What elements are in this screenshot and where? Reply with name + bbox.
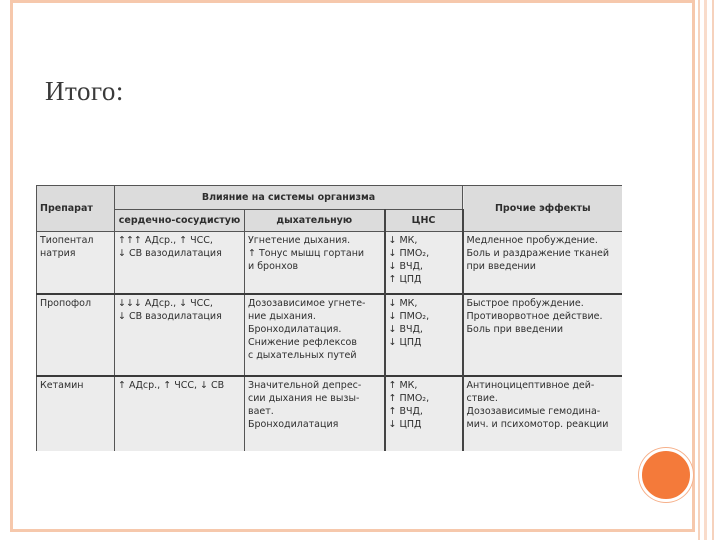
decorative-orange-circle bbox=[639, 448, 693, 502]
cell-other: Быстрое пробуждение. Противорвотное действие. Боль при введении bbox=[463, 294, 622, 376]
cell-resp: Дозозависимое угнете- ние дыхания. Бронходилатация. Снижение рефлексов с дыхательных путей bbox=[245, 294, 385, 376]
cell-cns: ↑ МК, ↑ ПМО₂, ↑ ВЧД, ↓ ЦПД bbox=[385, 376, 463, 452]
cell-drug: Тиопентал натрия bbox=[37, 232, 115, 294]
cell-resp: Значительной депрес- сии дыхания не вызы- вает. Бронходилатация bbox=[245, 376, 385, 452]
table-row bbox=[37, 376, 623, 452]
decorative-side-strip-inner bbox=[704, 0, 707, 540]
cell-other: Антиноцицептивное дей- ствие. Дозозависимые гемодина- мич. и психомотор. реакции bbox=[463, 376, 622, 452]
header-drug: Препарат bbox=[37, 186, 115, 232]
table-image bbox=[36, 185, 622, 451]
cell-cardio: ↓↓↓ АДср., ↓ ЧСС, ↓ СВ вазодилатация bbox=[115, 294, 245, 376]
cell-drug: Пропофол bbox=[37, 294, 115, 376]
slide-title: Итого: bbox=[45, 76, 124, 106]
header-other: Прочие эффекты bbox=[463, 186, 622, 232]
cell-other: Медленное пробуждение. Боль и раздражение тканей при введении bbox=[463, 232, 622, 294]
cell-cns: ↓ МК, ↓ ПМО₂, ↓ ВЧД, ↑ ЦПД bbox=[385, 232, 463, 294]
header-systems-group: Влияние на системы организма bbox=[115, 186, 463, 210]
cell-resp: Угнетение дыхания. ↑ Тонус мышц гортани и бронхов bbox=[245, 232, 385, 294]
cell-cardio: ↑ АДср., ↑ ЧСС, ↓ СВ bbox=[115, 376, 245, 452]
table-row bbox=[37, 294, 623, 376]
header-resp: дыхательную bbox=[245, 210, 385, 232]
cell-cardio: ↑↑↑ АДср., ↑ ЧСС, ↓ СВ вазодилатация bbox=[115, 232, 245, 294]
cell-drug: Кетамин bbox=[37, 376, 115, 452]
header-cns: ЦНС bbox=[385, 210, 463, 232]
cell-cns: ↓ МК, ↓ ПМО₂, ↓ ВЧД, ↓ ЦПД bbox=[385, 294, 463, 376]
header-cardio: сердечно-сосудистую bbox=[115, 210, 245, 232]
table-row bbox=[37, 232, 623, 294]
anesthetics-table bbox=[36, 185, 622, 451]
